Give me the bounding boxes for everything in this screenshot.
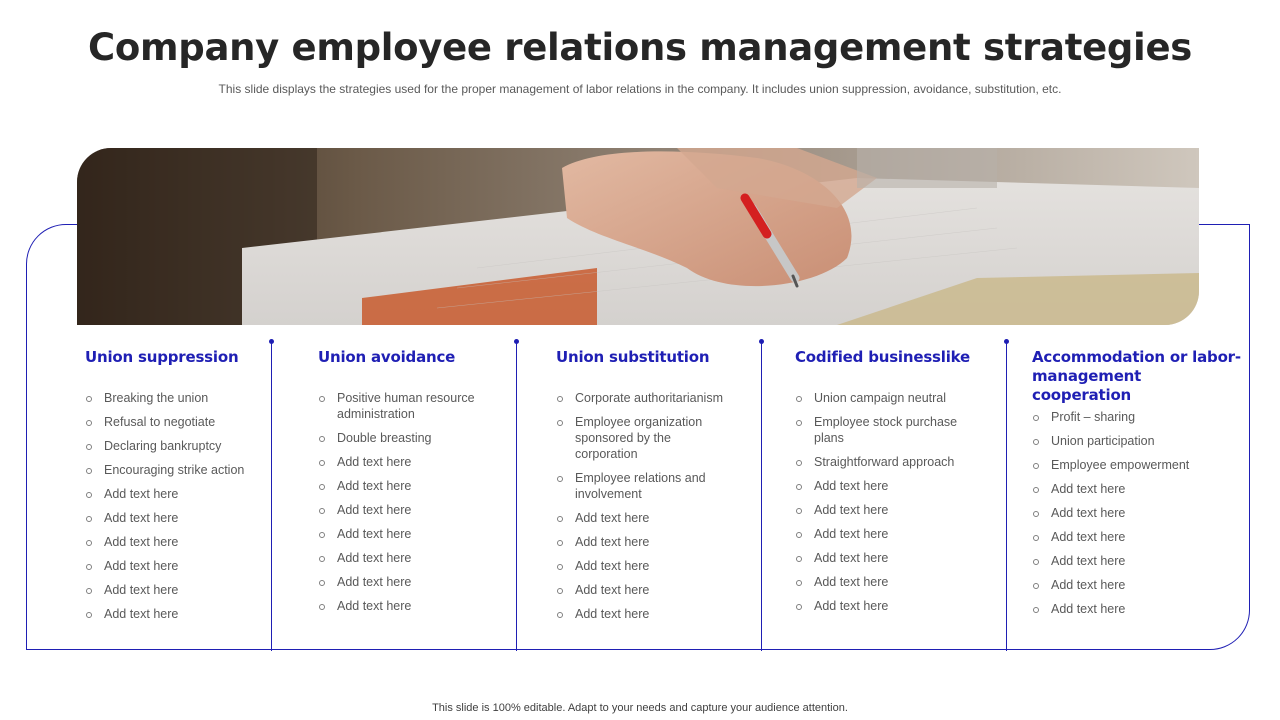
- list-item: Declaring bankruptcy: [85, 438, 265, 454]
- list-item: Add text here: [318, 526, 493, 542]
- slide-subtitle: This slide displays the strategies used for the proper management of labor relations in the company. It includes union suppression, avoidance, substitution, etc.: [218, 82, 1062, 96]
- list-item: Corporate authoritarianism: [556, 390, 736, 406]
- column-title: Union avoidance: [318, 348, 456, 366]
- list-item: Employee empowerment: [1032, 457, 1244, 473]
- column-divider: [516, 341, 517, 651]
- list-item: Union campaign neutral: [795, 390, 980, 406]
- list-item: Add text here: [318, 478, 493, 494]
- list-item: Add text here: [85, 558, 265, 574]
- list-item: Add text here: [1032, 529, 1244, 545]
- list-item: Add text here: [1032, 601, 1244, 617]
- list-item: Employee relations and involvement: [556, 470, 736, 502]
- item-list: [85, 390, 265, 622]
- list-item: Add text here: [556, 510, 736, 526]
- slide-title: Company employee relations management strategies: [88, 26, 1192, 69]
- column-divider: [271, 341, 272, 651]
- list-item: Add text here: [795, 502, 980, 518]
- list-item: Union participation: [1032, 433, 1244, 449]
- list-item: Add text here: [1032, 553, 1244, 569]
- item-list: [556, 390, 736, 622]
- header-photo: [77, 148, 1199, 325]
- column-title: Union suppression: [85, 348, 239, 366]
- item-list: [1032, 409, 1244, 617]
- list-item: Refusal to negotiate: [85, 414, 265, 430]
- list-item: Add text here: [795, 478, 980, 494]
- list-item: Add text here: [556, 582, 736, 598]
- list-item: Add text here: [795, 550, 980, 566]
- list-item: Add text here: [85, 486, 265, 502]
- list-item: Add text here: [1032, 505, 1244, 521]
- list-item: Add text here: [318, 598, 493, 614]
- list-item: Add text here: [1032, 481, 1244, 497]
- list-item: Breaking the union: [85, 390, 265, 406]
- list-item: Add text here: [85, 606, 265, 622]
- item-list: [318, 390, 493, 614]
- column-divider: [761, 341, 762, 651]
- column-union-substitution: [556, 348, 736, 630]
- list-item: Add text here: [85, 510, 265, 526]
- column-title: Codified businesslike: [795, 348, 971, 366]
- list-item: Add text here: [318, 454, 493, 470]
- list-item: Add text here: [318, 502, 493, 518]
- list-item: Profit – sharing: [1032, 409, 1244, 425]
- column-title: Union substitution: [556, 348, 710, 366]
- item-list: [795, 390, 980, 614]
- footer-note: This slide is 100% editable. Adapt to your needs and capture your audience attention.: [432, 702, 848, 714]
- list-item: Double breasting: [318, 430, 493, 446]
- list-item: Add text here: [795, 574, 980, 590]
- list-item: Add text here: [318, 574, 493, 590]
- list-item: Add text here: [85, 582, 265, 598]
- column-codified-businesslike: [795, 348, 980, 622]
- list-item: Add text here: [556, 558, 736, 574]
- list-item: Add text here: [85, 534, 265, 550]
- column-title: Accommodation or labor-management cooperation: [1032, 348, 1241, 404]
- column-union-avoidance: [318, 348, 493, 622]
- list-item: Employee stock purchase plans: [795, 414, 980, 446]
- list-item: Add text here: [795, 598, 980, 614]
- list-item: Straightforward approach: [795, 454, 980, 470]
- list-item: Employee organization sponsored by the corporation: [556, 414, 736, 462]
- list-item: Add text here: [795, 526, 980, 542]
- column-accommodation: [1032, 348, 1244, 625]
- column-union-suppression: [85, 348, 265, 630]
- list-item: Encouraging strike action: [85, 462, 265, 478]
- list-item: Add text here: [1032, 577, 1244, 593]
- list-item: Add text here: [556, 534, 736, 550]
- list-item: Positive human resource administration: [318, 390, 493, 422]
- list-item: Add text here: [318, 550, 493, 566]
- column-divider: [1006, 341, 1007, 651]
- list-item: Add text here: [556, 606, 736, 622]
